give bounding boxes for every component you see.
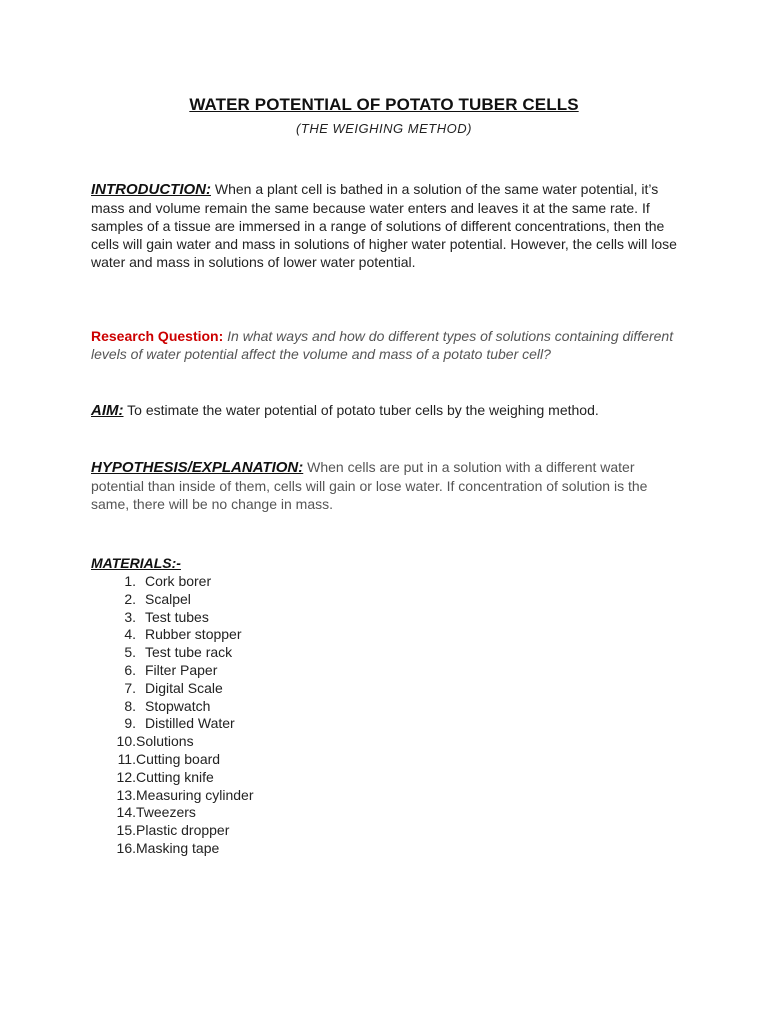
list-item-number: 7.: [124, 679, 136, 696]
list-item-number: 8.: [124, 697, 136, 714]
aim-text: To estimate the water potential of potato tuber cells by the weighing method.: [127, 402, 599, 418]
list-item-label: Scalpel: [145, 590, 191, 607]
list-item-label: Test tube rack: [145, 644, 233, 661]
list-item-number: 15.: [116, 822, 136, 839]
aim-section: [91, 401, 681, 420]
list-item-label: Test tubes: [145, 608, 209, 625]
list-item-number: 11.: [117, 750, 136, 767]
list-item-label: Digital Scale: [145, 679, 223, 696]
list-item-label: Measuring cylinder: [136, 786, 254, 803]
list-item: [91, 787, 254, 805]
hypothesis-section: [91, 458, 681, 513]
materials-heading: MATERIALS:-: [91, 555, 181, 571]
research-question-section: [91, 327, 681, 363]
list-item-label: Filter Paper: [145, 661, 218, 678]
list-item: [91, 822, 254, 840]
aim-heading: AIM:: [91, 402, 124, 419]
list-item-number: 14.: [116, 804, 136, 821]
list-item-label: Plastic dropper: [136, 822, 230, 839]
list-item-number: 1.: [124, 573, 136, 589]
page-title: WATER POTENTIAL OF POTATO TUBER CELLS: [189, 95, 579, 114]
introduction-section: [91, 180, 681, 271]
list-item-label: Stopwatch: [145, 697, 211, 714]
list-item: [91, 573, 254, 591]
materials-list: [91, 573, 254, 858]
list-item-number: 16.: [116, 839, 136, 856]
list-item: [91, 840, 254, 858]
list-item-label: Rubber stopper: [145, 626, 242, 643]
list-item-label: Distilled Water: [145, 715, 235, 732]
list-item-label: Cutting knife: [136, 768, 214, 785]
list-item-label: Solutions: [136, 733, 194, 750]
list-item: [91, 626, 254, 644]
list-item-label: Cutting board: [136, 750, 221, 767]
list-item-label: Cork borer: [145, 573, 212, 589]
list-item-number: 3.: [124, 608, 136, 625]
list-item-number: 5.: [124, 644, 136, 661]
list-item: [91, 769, 254, 787]
list-item-number: 9.: [124, 715, 136, 732]
list-item-number: 10.: [116, 733, 136, 750]
list-item: [91, 662, 254, 680]
list-item: [91, 733, 254, 751]
list-item: [91, 644, 254, 662]
list-item-label: Masking tape: [136, 839, 220, 856]
research-question-text: In what ways and how do different types of solutions containing different levels of water potential affect the volume and mass of a potato tuber cell?: [91, 328, 674, 362]
list-item-number: 2.: [124, 590, 136, 607]
page-subtitle: (THE WEIGHING METHOD): [296, 121, 472, 136]
list-item: [91, 609, 254, 627]
list-item-number: 4.: [124, 626, 136, 643]
list-item: [91, 804, 254, 822]
list-item-label: Tweezers: [136, 804, 196, 821]
list-item-number: 12.: [116, 768, 136, 785]
list-item: [91, 715, 254, 733]
list-item: [91, 698, 254, 716]
list-item: [91, 751, 254, 769]
research-question-label: Research Question:: [91, 328, 224, 344]
list-item-number: 13.: [116, 786, 136, 803]
list-item: [91, 680, 254, 698]
hypothesis-heading: HYPOTHESIS/EXPLANATION:: [91, 459, 304, 476]
introduction-heading: INTRODUCTION:: [91, 181, 211, 198]
introduction-text: When a plant cell is bathed in a solution of the same water potential, it’s mass and volume remain the same because water enters and leaves it at the same rate. If samples of a tissue are immersed in a range of solutions of different concentrations, then the cells will gain water and mass in solutions of higher water potential. However, the cells will lose water and mass in solutions of lower water potential.: [91, 181, 677, 270]
list-item-number: 6.: [124, 661, 136, 678]
list-item: [91, 591, 254, 609]
hypothesis-text: When cells are put in a solution with a different water potential than inside of them, cells will gain or lose water. If concentration of solution is the same, there will be no change in mass.: [91, 459, 648, 512]
